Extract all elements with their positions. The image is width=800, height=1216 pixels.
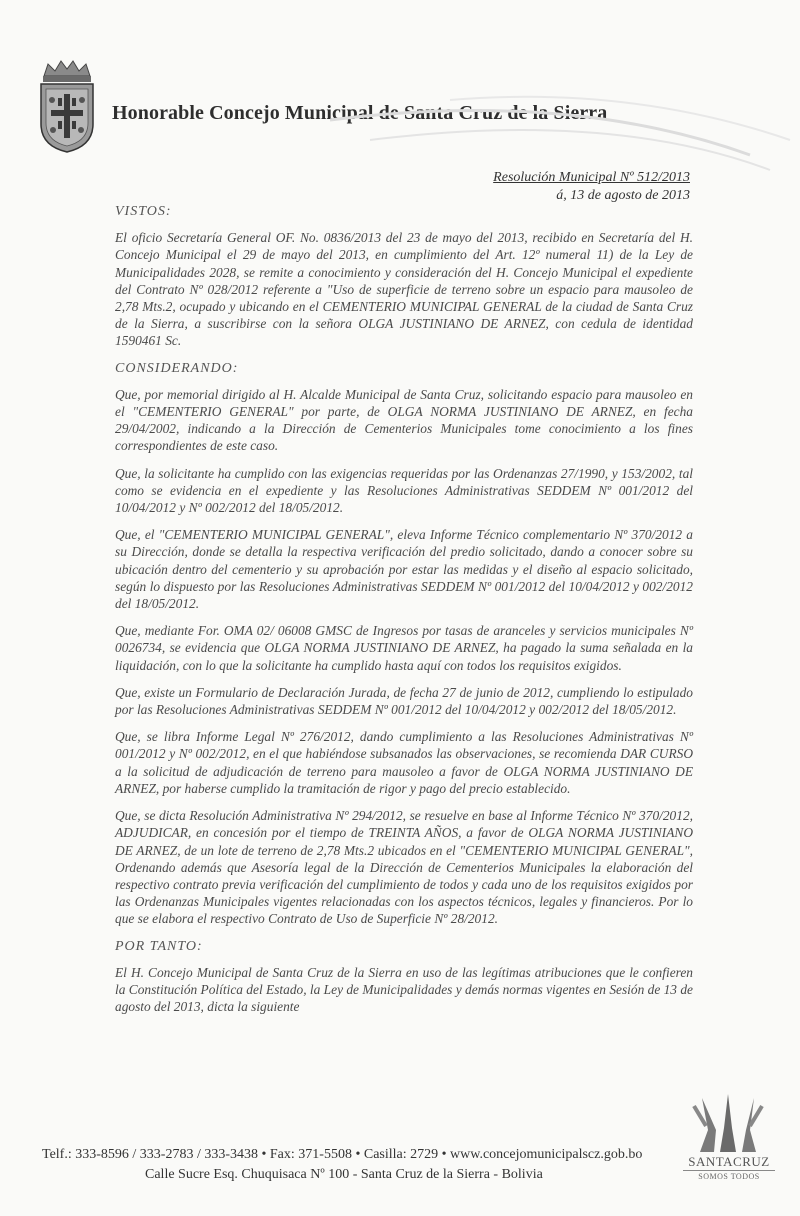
resolution-title: Resolución Municipal Nº 512/2013 (493, 170, 690, 185)
considerando-paragraph: Que, la solicitante ha cumplido con las exigencias requeridas por las Ordenanzas 27/1990, y 153/2002, tal como se evidencia en el expediente y las Resoluciones Administrativas SEDDEM Nº 001/2012 del 10/04/2012 y Nº 002/2012 del 18/05/2012. (115, 465, 693, 516)
logo-slogan: SOMOS TODOS (683, 1170, 775, 1181)
resolution-date: á, 13 de agosto de 2013 (556, 188, 690, 203)
footer-contact: Telf.: 333-8596 / 333-2783 / 333-3438 • Fax: 371-5508 • Casilla: 2729 • www.concejomunicipalscz.gob.bo (42, 1147, 643, 1162)
considerando-heading: CONSIDERANDO: (115, 360, 239, 376)
considerando-paragraph: Que, se dicta Resolución Administrativa Nº 294/2012, se resuelve en base al Informe Técnico Nº 370/2012, ADJUDICAR, en concesión por el tiempo de TREINTA AÑOS, a favor de OLGA NORMA JUSTINIANO DE ARNEZ, de un lote de terreno de 2,78 Mts.2 ubicados en el "CEMENTERIO MUNICIPAL GENERAL", Ordenando además que Asesoría legal de la Dirección de Cementerios Municipales la elaboración del respectivo contrato previa verificación del cumplimiento de todos y cada uno de los requisitos exigidos por las Ordenanzas Municipales vigentes relacionadas con los aspectos técnicos, legales y financieros. Por lo que se elabora el respectivo Contrato de Uso de Superficie Nº 28/2012. (115, 808, 693, 927)
coat-of-arms-icon (36, 58, 98, 154)
considerando-paragraph: Que, el "CEMENTERIO MUNICIPAL GENERAL", eleva Informe Técnico complementario Nº 370/2012 a su Dirección, donde se detalla la respectiva verificación del predio solicitado, dando a conocer sobre su ubicación dentro del cementerio y su aprobación por estar las medidas y el diseño al espacio solicitado, según lo dispuesto por las Resoluciones Administrativas SEDDEM Nº 001/2012 del 10/04/2012 y 002/2012 del 18/05/2012. (115, 527, 693, 612)
document-body (115, 203, 693, 1025)
logo-name: SANTACRUZ (688, 1154, 770, 1169)
portanto-paragraph: El H. Concejo Municipal de Santa Cruz de la Sierra en uso de las legítimas atribuciones que le confieren la Constitución Política del Estado, la Ley de Municipalidades y demás normas vigentes en Sesión de 13 de agosto del 2013, dicta la siguiente (115, 964, 693, 1015)
footer-address: Calle Sucre Esq. Chuquisaca Nº 100 - Santa Cruz de la Sierra - Bolivia (145, 1167, 543, 1182)
considerando-paragraph: Que, se libra Informe Legal Nº 276/2012, dando cumplimiento a las Resoluciones Administrativas Nº 001/2012 y Nº 002/2012, en el que habiéndose subsanados las observaciones, se recomienda DAR CURSO a la solicitud de adjudicación de terreno para mausoleo a favor de OLGA NORMA JUSTINIANO DE ARNEZ, por haberse cumplido la tramitación de rigor y pago del precio establecido. (115, 729, 693, 796)
organization-title: Honorable Concejo Municipal de Santa Cruz de la Sierra (112, 102, 608, 124)
considerando-paragraph: Que, mediante For. OMA 02/ 06008 GMSC de Ingresos por tasas de aranceles y servicios municipales Nº 0026734, se evidencia que OLGA NORMA JUSTINIANO DE ARNEZ, ha pagado la suma señalada en la liquidación, con lo que la solicitante ha cumplido hasta aquí con todos los requisitos exigidos. (115, 623, 693, 673)
portanto-heading: POR TANTO: (115, 938, 203, 954)
vistos-heading: VISTOS: (115, 204, 172, 219)
vistos-paragraph: El oficio Secretaría General OF. No. 0836/2013 del 23 de mayo del 2013, recibido en Secretaría del H. Concejo Municipal el 29 de mayo del 2013, en cumplimiento del Art. 12º numeral 11) de la Ley de Municipalidades 2028, se remite a conocimiento y consideración del H. Concejo Municipal el expediente del Contrato Nº 028/2012 referente a "Uso de superficie de terreno sobre un espacio para mausoleo de 2,78 Mts.2, ocupado y ubicando en el CEMENTERIO MUNICIPAL GENERAL de la ciudad de Santa Cruz de la Sierra, a suscribirse con la señora OLGA JUSTINIANO DE ARNEZ, con cedula de identidad 1590461 Sc. (115, 230, 693, 349)
considerando-paragraph: Que, existe un Formulario de Declaración Jurada, de fecha 27 de junio de 2012, cumpliendo lo estipulado por las Resoluciones Administrativas SEDDEM Nº 001/2012 del 10/04/2012 y 002/2012 del 18/05/2012. (115, 684, 693, 718)
decorative-swoosh (330, 60, 800, 180)
considerando-paragraph: Que, por memorial dirigido al H. Alcalde Municipal de Santa Cruz, solicitando espacio para mausoleo en el "CEMENTERIO GENERAL" por parte, de OLGA NORMA JUSTINIANO DE ARNEZ, en fecha 29/04/2002, indicando a la Dirección de Cementerios Municipales tome conocimiento a los fines correspondientes de este caso. (115, 386, 693, 454)
